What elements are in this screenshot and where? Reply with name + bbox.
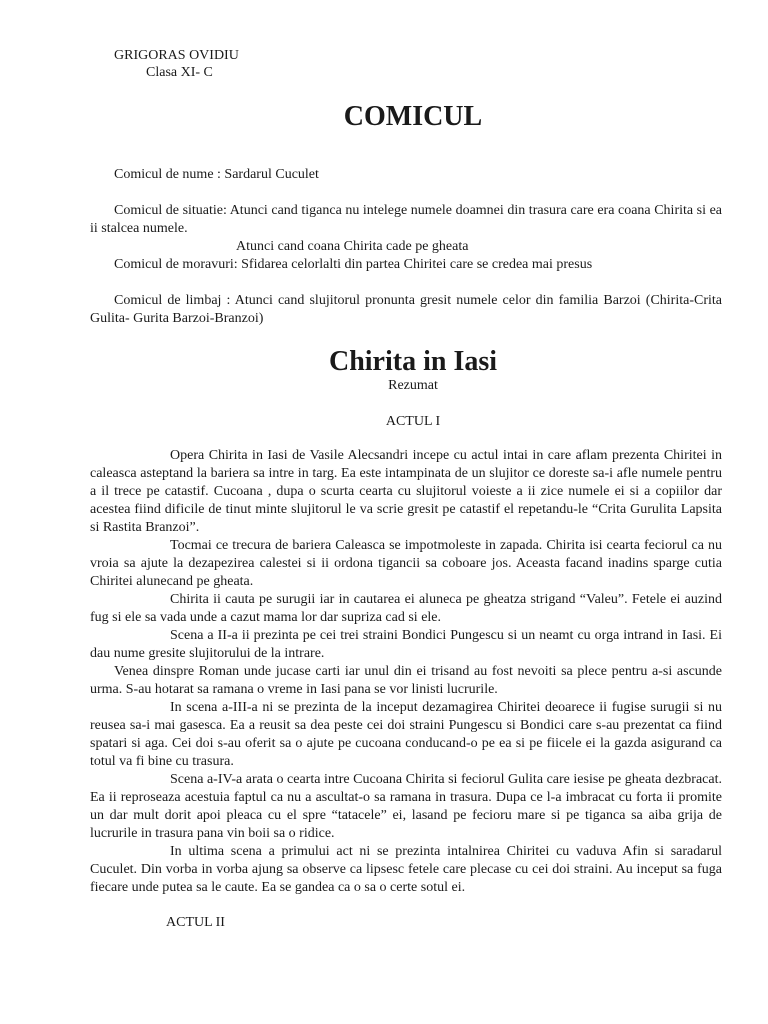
act-1-heading: ACTUL I bbox=[385, 414, 441, 429]
class-line: Clasa XI- C bbox=[146, 65, 213, 80]
summary-paragraph: In ultima scena a primului act ni se prezinta intalnirea Chiritei cu vaduva Afin si saradarul Cuculet. Din vorba in vorba ajung sa observe ca lipsesc fetele care plecase cu cei doi straini. Au inceput sa fuga fiecare unde putea sa le caute. Ea se gandea ca o sa o certe sotul ei. bbox=[90, 844, 722, 895]
comic-list bbox=[90, 166, 722, 328]
section-title-chirita: Chirita in Iasi bbox=[328, 346, 498, 377]
comic-item-situation-2: Atunci cand coana Chirita cade pe gheata bbox=[236, 239, 469, 254]
act-2-heading: ACTUL II bbox=[166, 915, 225, 930]
subtitle-rezumat: Rezumat bbox=[388, 378, 438, 393]
summary-paragraph: In scena a-III-a ni se prezinta de la inceput dezamagirea Chiritei deoarece ii fugise surugii si nu reusea sa-i mai gasesca. Ea a reusit sa dea peste cei doi straini Pungescu si Bondici care s-au prezentat ca fiind spatari si aga. Cei doi s-au oferit sa o ajute pe cucoana conducand-o pe ea si pe fiicele ei la gazda asigurand ca totul va fi bine cu trasura. bbox=[90, 700, 722, 769]
summary-paragraph: Scena a II-a ii prezinta pe cei trei straini Bondici Pungescu si un neamt cu orga intrand in Iasi. Ei dau nume gresite slujitorului de la intrare. bbox=[90, 628, 722, 661]
section-title-comicul: COMICUL bbox=[343, 101, 483, 132]
author-name: GRIGORAS OVIDIU bbox=[114, 48, 239, 63]
summary-paragraph: Venea dinspre Roman unde jucase carti iar unul din ei trisand au fost nevoiti sa plece pentru a-si ascunde urma. S-au hotarat sa ramana o vreme in Iasi pana se vor linisti lucrurile. bbox=[90, 664, 722, 697]
summary-body bbox=[90, 447, 722, 897]
comic-item-situation: Comicul de situatie: Atunci cand tiganca nu intelege numele doamnei din trasura care era coana Chirita si ea ii stalcea numele. bbox=[90, 203, 722, 236]
summary-paragraph: Tocmai ce trecura de bariera Caleasca se impotmoleste in zapada. Chirita isi cearta feciorul ca nu vroia sa ajute la dezapezirea calestei si ii ordona tigancii sa coboare jos. Aceasta facand inadins sparge cutia Chiritei alunecand pe gheata. bbox=[90, 538, 722, 589]
summary-paragraph: Opera Chirita in Iasi de Vasile Alecsandri incepe cu actul intai in care aflam prezenta Chiritei in caleasca asteptand la bariera sa intre in targ. Ea este intampinata de un slujitor ce doreste sa-i afle numele pentru a il trece pe catastif. Cucoana , dupa o scurta cearta cu slujitorul voieste a ii zice numele ei si a copiilor dar acestea fiind dificile de tinut minte slujitorul le va scrie gresit pe catastif el repetandu-le “Crita Gurulita Lapsita si Rastita Branzoi”. bbox=[90, 448, 722, 535]
comic-item-morals: Comicul de moravuri: Sfidarea celorlalti din partea Chiritei care se credea mai presus bbox=[114, 257, 593, 272]
summary-paragraph: Chirita ii cauta pe surugii iar in cautarea ei aluneca pe gheatza strigand “Valeu”. Fetele ei auzind fug si ele sa vada unde a cazut mama lor dar supriza cad si ele. bbox=[90, 592, 722, 625]
summary-paragraph: Scena a-IV-a arata o cearta intre Cucoana Chirita si feciorul Gulita care iesise pe gheata dezbracat. Ea ii reproseaza acestuia faptul ca nu a ascultat-o sa ramana in trasura. Dupa ce l-a imbracat cu forta ii promite un dar mult dorit apoi pleaca cu el spre “tatacele” ei, lasand pe fecioru mare si pe tiganca sa aiba grija de lucrurile in trasura pana vin boii sa o ridice. bbox=[90, 772, 722, 841]
comic-item-name: Comicul de nume : Sardarul Cuculet bbox=[114, 167, 319, 182]
comic-item-language: Comicul de limbaj : Atunci cand slujitorul pronunta gresit numele celor din familia Barzoi (Chirita-Crita Gulita- Gurita Barzoi-Branzoi) bbox=[90, 293, 722, 326]
